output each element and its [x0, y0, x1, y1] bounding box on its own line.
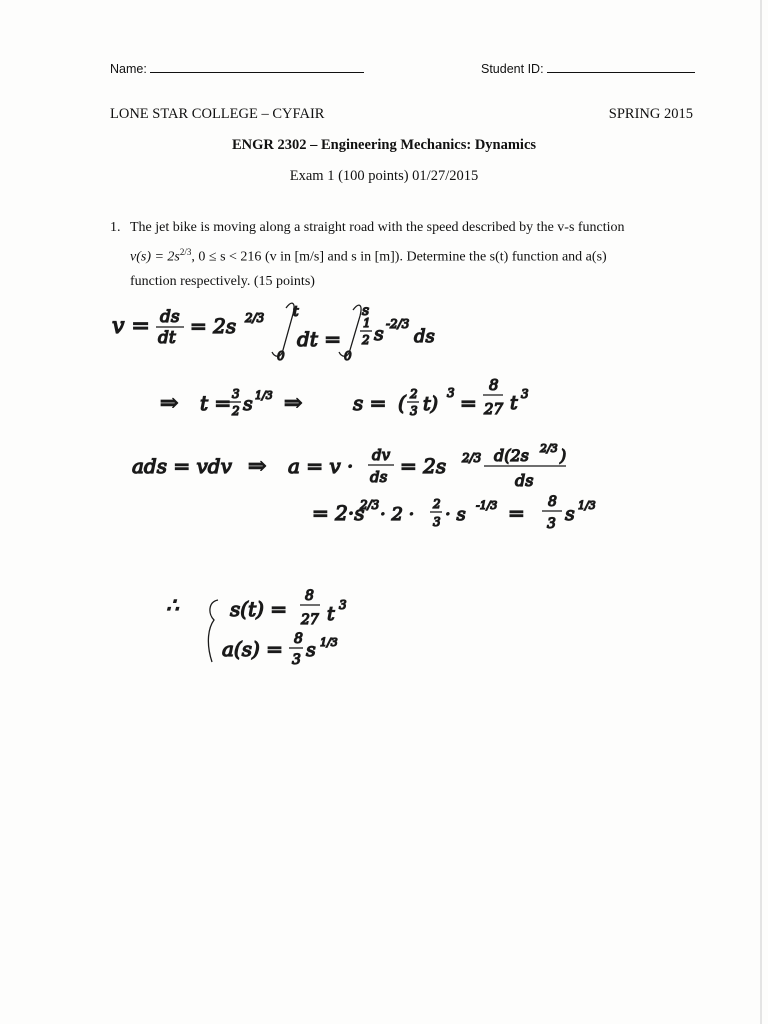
hw-c2-den: 3	[410, 404, 418, 418]
hw-d2s-exp: 2/3	[540, 442, 558, 455]
hw-a-num: 8	[294, 631, 303, 647]
hw-r-exp: 1/3	[578, 499, 596, 512]
hw-f-den: 3	[433, 515, 441, 529]
hw-s-exp: -2/3	[386, 317, 410, 331]
hw-c2-num: 2	[410, 387, 418, 401]
v-function: v(s) = 2s	[130, 249, 180, 265]
hw-r-s: s	[565, 503, 575, 525]
hw-ds2: ds	[414, 326, 435, 347]
problem-line-1: The jet bike is moving along a straight road with the speed described by the v-s function	[130, 220, 625, 235]
hw-int2-top: s	[362, 303, 370, 319]
hw-t-paren: t)	[423, 393, 439, 415]
hw-ds: ds	[160, 307, 180, 327]
units-text: (v in [m/s] and s in [m]). Determine the s(t) function and a(s)	[264, 249, 607, 265]
hw-ds3: ds	[370, 468, 388, 486]
hw-a-s-exp: 1/3	[320, 636, 338, 649]
hw-eq-2: =	[460, 391, 477, 415]
hw-s: s	[243, 393, 253, 415]
term: SPRING 2015	[608, 106, 693, 122]
hw-line-3	[132, 442, 566, 490]
hw-eq-2s-2: = 2·s	[312, 501, 365, 525]
hw-line-2	[160, 376, 529, 418]
hw-paren: (	[398, 391, 406, 415]
hw-s-exp-2: 1/3	[255, 389, 273, 402]
hw-s-term: s	[374, 323, 384, 345]
hw-a-den: 3	[292, 652, 301, 668]
v-exponent: 2/3	[179, 247, 192, 257]
hw-2s: = 2s	[190, 314, 237, 338]
hw-arrow-3: ⇒	[248, 454, 267, 479]
hw-half-num: 1	[363, 316, 371, 330]
hw-r-den: 3	[547, 516, 556, 532]
hw-dot-s: · s	[445, 504, 466, 525]
hw-int1-bot: 0	[277, 349, 285, 363]
hw-c-num: 3	[232, 387, 240, 401]
hw-f-num: 2	[433, 497, 441, 511]
hw-s-t-var: t	[327, 603, 335, 625]
hw-exp-4: 2/3	[360, 498, 380, 512]
hw-eq-4: =	[508, 501, 525, 525]
hw-a-s-var: s	[306, 639, 316, 661]
hw-exp-3: 2/3	[462, 451, 482, 465]
hw-line-4	[312, 494, 596, 532]
problem-number: 1.	[110, 220, 121, 235]
hw-dot2: · 2 ·	[380, 504, 415, 525]
student-id-label: Student ID:	[481, 62, 544, 76]
hw-arrow-1: ⇒	[160, 391, 179, 416]
hw-int2-bot: 0	[344, 349, 352, 363]
hw-c-den: 2	[232, 404, 240, 418]
hw-brace	[208, 600, 218, 662]
hw-v: v =	[112, 314, 150, 339]
hw-c3-num: 8	[489, 376, 499, 394]
hw-d2s-close: )	[560, 446, 567, 465]
hw-t2: t	[510, 392, 518, 414]
hw-t2-exp: 3	[521, 387, 529, 401]
hw-s-exp-4: -1/3	[476, 499, 498, 512]
hw-answer	[166, 588, 347, 668]
exam-title: Exam 1 (100 points) 01/27/2015	[289, 168, 479, 184]
s-range: , 0 ≤ s < 216	[191, 249, 262, 265]
hw-eq-2s: = 2s	[400, 454, 447, 478]
hw-a-s: a(s) =	[222, 637, 283, 661]
hw-c3-den: 27	[484, 400, 504, 418]
hw-half-den: 2	[362, 333, 370, 347]
hw-exp-1: 2/3	[245, 311, 265, 325]
course-title: ENGR 2302 – Engineering Mechanics: Dynamics	[231, 137, 537, 153]
hw-d2s: d(2s	[494, 446, 529, 465]
hw-dv: dv	[372, 446, 391, 464]
hw-s-t: s(t) =	[230, 597, 288, 621]
hw-s-t-exp: 3	[339, 598, 347, 612]
hw-cube: 3	[447, 386, 455, 400]
hw-r-num: 8	[548, 494, 557, 510]
hw-therefore: ∴	[166, 593, 179, 617]
problem-line-3: function respectively. (15 points)	[130, 273, 315, 289]
hw-s-den: 27	[301, 612, 319, 628]
hw-ds4: ds	[515, 471, 534, 490]
hw-dt: dt	[158, 328, 176, 348]
hw-arrow-2: ⇒	[284, 391, 303, 416]
hw-line-1	[112, 303, 435, 363]
hw-a-eq: a = v ·	[288, 454, 354, 478]
hw-int1-top: t	[293, 304, 299, 320]
name-label: Name:	[110, 62, 147, 76]
hw-s-eq: s =	[353, 391, 387, 415]
hw-t-eq: t =	[200, 391, 232, 415]
college-name: LONE STAR COLLEGE – CYFAIR	[110, 106, 325, 122]
hw-dt2: dt =	[297, 327, 341, 351]
hw-s-num: 8	[305, 588, 314, 604]
hw-ads: ads = vdv	[132, 454, 232, 478]
